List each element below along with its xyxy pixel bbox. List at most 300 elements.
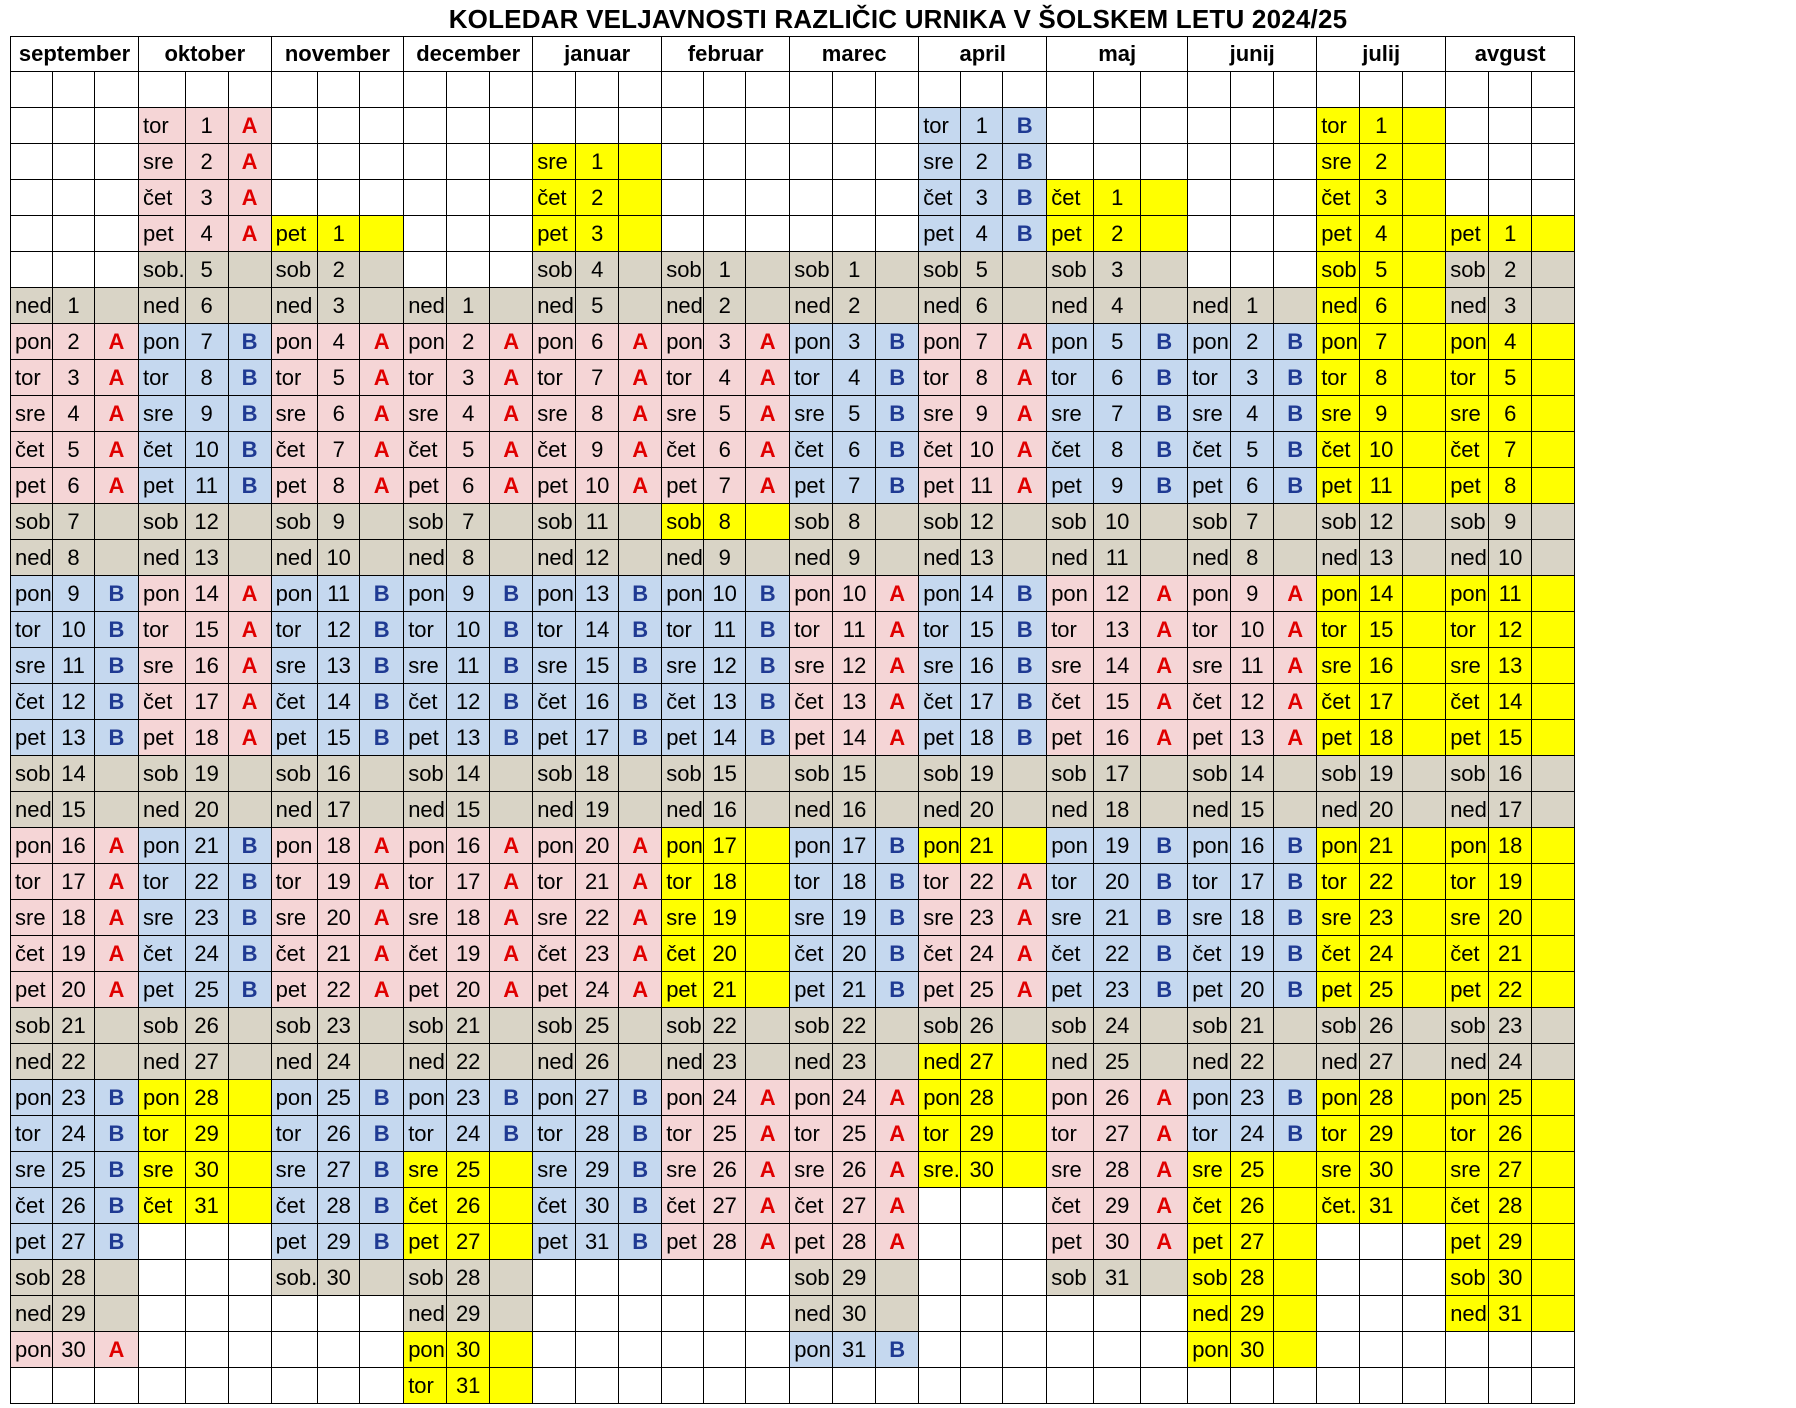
- day-number: 6: [1360, 288, 1403, 324]
- day-number: 29: [1489, 1224, 1532, 1260]
- empty-cell: [833, 216, 876, 252]
- day-number: 18: [1094, 792, 1141, 828]
- schedule-version-a: A: [619, 900, 662, 936]
- schedule-version-a: A: [490, 324, 533, 360]
- day-number: 25: [1094, 1044, 1141, 1080]
- week-slot-row: [11, 216, 1575, 252]
- schedule-version-b: B: [360, 648, 404, 684]
- schedule-version-a: A: [876, 1188, 919, 1224]
- day-number: 24: [1094, 1008, 1141, 1044]
- month-header-row: [11, 37, 1575, 72]
- day-weekday: sob: [139, 756, 186, 792]
- schedule-version-b: B: [490, 720, 533, 756]
- empty-cell: [746, 180, 790, 216]
- day-weekday: čet: [919, 180, 961, 216]
- empty-cell: [318, 180, 360, 216]
- schedule-version-b: B: [228, 936, 271, 972]
- day-weekday: tor: [662, 612, 704, 648]
- empty-cell: [490, 108, 533, 144]
- empty-cell: [404, 180, 447, 216]
- schedule-version-a: A: [490, 396, 533, 432]
- month-header-marec: marec: [790, 37, 919, 72]
- empty-cell: [704, 1260, 746, 1296]
- schedule-version-empty: [619, 288, 662, 324]
- day-weekday: ned: [404, 288, 447, 324]
- day-number: 18: [318, 828, 360, 864]
- empty-cell: [790, 1368, 833, 1404]
- day-number: 28: [704, 1224, 746, 1260]
- day-weekday: sob: [1446, 252, 1489, 288]
- schedule-version-a: A: [746, 324, 790, 360]
- week-slot-row: [11, 288, 1575, 324]
- schedule-version-b: B: [876, 468, 919, 504]
- day-weekday: čet: [11, 432, 53, 468]
- empty-cell: [1094, 108, 1141, 144]
- day-weekday: čet: [271, 936, 318, 972]
- empty-cell: [318, 108, 360, 144]
- day-weekday: pet: [11, 1224, 53, 1260]
- day-number: 5: [185, 252, 228, 288]
- day-weekday: pet: [533, 468, 576, 504]
- day-number: 16: [318, 756, 360, 792]
- day-number: 23: [1489, 1008, 1532, 1044]
- day-number: 27: [1231, 1224, 1274, 1260]
- schedule-version-empty: [490, 1188, 533, 1224]
- day-number: 4: [961, 216, 1003, 252]
- empty-cell: [1360, 1260, 1403, 1296]
- schedule-version-a: A: [95, 468, 139, 504]
- empty-cell: [619, 1368, 662, 1404]
- empty-cell: [1231, 252, 1274, 288]
- day-number: 5: [833, 396, 876, 432]
- schedule-version-empty: [1403, 828, 1446, 864]
- week-slot-row: [11, 144, 1575, 180]
- day-number: 27: [53, 1224, 95, 1260]
- schedule-version-empty: [1141, 1008, 1188, 1044]
- schedule-version-empty: [619, 756, 662, 792]
- schedule-version-empty: [619, 1044, 662, 1080]
- empty-cell: [1489, 108, 1532, 144]
- schedule-version-empty: [1532, 1116, 1575, 1152]
- schedule-version-empty: [746, 756, 790, 792]
- schedule-version-a: A: [619, 396, 662, 432]
- empty-cell: [662, 72, 704, 108]
- day-weekday: ned: [404, 540, 447, 576]
- day-weekday: pet: [533, 216, 576, 252]
- schedule-version-empty: [1403, 1008, 1446, 1044]
- day-weekday: pon: [1047, 1080, 1094, 1116]
- schedule-version-empty: [1274, 756, 1317, 792]
- day-number: 29: [833, 1260, 876, 1296]
- day-number: 25: [961, 972, 1003, 1008]
- day-weekday: sob: [919, 504, 961, 540]
- day-number: 5: [1231, 432, 1274, 468]
- empty-cell: [746, 108, 790, 144]
- day-weekday: sob: [662, 252, 704, 288]
- day-weekday: ned: [139, 1044, 186, 1080]
- day-number: 30: [833, 1296, 876, 1332]
- day-weekday: sre: [404, 648, 447, 684]
- day-number: 1: [576, 144, 619, 180]
- day-weekday: pet: [139, 972, 186, 1008]
- day-weekday: sre: [1047, 648, 1094, 684]
- day-weekday: pon: [271, 576, 318, 612]
- schedule-version-b: B: [228, 324, 271, 360]
- schedule-version-empty: [746, 504, 790, 540]
- schedule-version-a: A: [95, 900, 139, 936]
- day-number: 23: [961, 900, 1003, 936]
- empty-cell: [1446, 144, 1489, 180]
- schedule-version-empty: [746, 540, 790, 576]
- schedule-version-empty: [228, 1188, 271, 1224]
- empty-cell: [271, 1368, 318, 1404]
- day-number: 28: [185, 1080, 228, 1116]
- day-weekday: sre: [1317, 1152, 1360, 1188]
- schedule-version-b: B: [1141, 828, 1188, 864]
- day-weekday: čet: [790, 432, 833, 468]
- day-weekday: pet: [139, 216, 186, 252]
- week-slot-row: [11, 756, 1575, 792]
- day-number: 17: [185, 684, 228, 720]
- day-number: 8: [53, 540, 95, 576]
- empty-cell: [360, 1332, 404, 1368]
- empty-cell: [53, 216, 95, 252]
- schedule-version-empty: [490, 1152, 533, 1188]
- schedule-version-a: A: [95, 1332, 139, 1368]
- day-weekday: pet: [1047, 972, 1094, 1008]
- schedule-version-a: A: [490, 936, 533, 972]
- empty-cell: [1274, 1368, 1317, 1404]
- day-weekday: pon: [533, 324, 576, 360]
- day-number: 29: [53, 1296, 95, 1332]
- schedule-version-b: B: [1274, 396, 1317, 432]
- day-number: 7: [704, 468, 746, 504]
- day-weekday: ned: [11, 540, 53, 576]
- day-weekday: tor: [790, 1116, 833, 1152]
- schedule-version-a: A: [1003, 972, 1047, 1008]
- day-weekday: ned: [1188, 288, 1231, 324]
- empty-cell: [11, 216, 53, 252]
- empty-cell: [447, 108, 490, 144]
- empty-cell: [1231, 108, 1274, 144]
- day-number: 28: [1489, 1188, 1532, 1224]
- empty-cell: [1141, 1296, 1188, 1332]
- week-slot-row: [11, 1080, 1575, 1116]
- day-weekday: tor: [790, 864, 833, 900]
- day-number: 22: [1231, 1044, 1274, 1080]
- day-number: 22: [185, 864, 228, 900]
- empty-cell: [490, 252, 533, 288]
- schedule-version-b: B: [360, 1080, 404, 1116]
- schedule-version-empty: [1274, 792, 1317, 828]
- day-weekday: ned: [1188, 792, 1231, 828]
- day-number: 12: [1231, 684, 1274, 720]
- week-slot-row: [11, 1260, 1575, 1296]
- schedule-version-empty: [1532, 468, 1575, 504]
- empty-cell: [576, 1296, 619, 1332]
- schedule-version-a: A: [490, 972, 533, 1008]
- schedule-version-empty: [1532, 864, 1575, 900]
- day-weekday: pon: [662, 324, 704, 360]
- day-number: 26: [704, 1152, 746, 1188]
- day-weekday: tor: [139, 612, 186, 648]
- empty-cell: [746, 1332, 790, 1368]
- schedule-version-empty: [876, 756, 919, 792]
- day-weekday: pet: [1188, 1224, 1231, 1260]
- day-number: 3: [53, 360, 95, 396]
- schedule-version-empty: [1532, 1044, 1575, 1080]
- day-weekday: ned: [662, 540, 704, 576]
- day-number: 29: [318, 1224, 360, 1260]
- day-weekday: sre: [1047, 900, 1094, 936]
- schedule-version-empty: [1274, 540, 1317, 576]
- day-weekday: sre: [1446, 396, 1489, 432]
- day-weekday: tor: [1188, 864, 1231, 900]
- schedule-version-a: A: [228, 720, 271, 756]
- empty-cell: [576, 1368, 619, 1404]
- day-number: 17: [833, 828, 876, 864]
- schedule-version-a: A: [876, 576, 919, 612]
- day-weekday: ned: [919, 1044, 961, 1080]
- day-number: 16: [833, 792, 876, 828]
- empty-cell: [139, 72, 186, 108]
- day-weekday: ned: [1188, 1044, 1231, 1080]
- month-header-februar: februar: [662, 37, 790, 72]
- schedule-version-b: B: [228, 468, 271, 504]
- schedule-version-empty: [1274, 1008, 1317, 1044]
- day-number: 14: [1360, 576, 1403, 612]
- empty-cell: [404, 252, 447, 288]
- schedule-version-empty: [1403, 432, 1446, 468]
- week-slot-row: [11, 972, 1575, 1008]
- schedule-version-a: A: [1141, 720, 1188, 756]
- day-weekday: pon: [1317, 324, 1360, 360]
- day-weekday: ned: [271, 1044, 318, 1080]
- schedule-version-a: A: [95, 360, 139, 396]
- schedule-version-empty: [228, 1152, 271, 1188]
- day-number: 14: [576, 612, 619, 648]
- empty-cell: [533, 108, 576, 144]
- day-weekday: sob: [11, 504, 53, 540]
- day-weekday: pet: [11, 468, 53, 504]
- schedule-version-empty: [490, 1332, 533, 1368]
- schedule-version-empty: [1532, 756, 1575, 792]
- empty-cell: [1403, 1296, 1446, 1332]
- day-weekday: tor: [1188, 360, 1231, 396]
- week-slot-row: [11, 1224, 1575, 1260]
- day-number: 12: [1489, 612, 1532, 648]
- day-number: 24: [1231, 1116, 1274, 1152]
- day-number: 4: [704, 360, 746, 396]
- day-number: 7: [1231, 504, 1274, 540]
- schedule-version-a: A: [746, 1152, 790, 1188]
- schedule-version-a: A: [1274, 720, 1317, 756]
- day-weekday: sre: [139, 396, 186, 432]
- day-number: 14: [1231, 756, 1274, 792]
- day-number: 25: [53, 1152, 95, 1188]
- empty-cell: [139, 1224, 186, 1260]
- day-number: 25: [447, 1152, 490, 1188]
- week-slot-row: [11, 900, 1575, 936]
- day-number: 14: [318, 684, 360, 720]
- schedule-version-empty: [490, 1296, 533, 1332]
- schedule-version-a: A: [360, 900, 404, 936]
- schedule-version-empty: [1141, 1260, 1188, 1296]
- schedule-version-empty: [490, 1224, 533, 1260]
- day-weekday: sob: [11, 1008, 53, 1044]
- day-weekday: ned: [1317, 1044, 1360, 1080]
- empty-cell: [139, 1368, 186, 1404]
- schedule-version-a: A: [228, 108, 271, 144]
- schedule-version-a: A: [95, 864, 139, 900]
- schedule-version-b: B: [619, 1116, 662, 1152]
- day-number: 4: [576, 252, 619, 288]
- day-weekday: pon: [271, 1080, 318, 1116]
- day-number: 1: [1094, 180, 1141, 216]
- day-number: 5: [1094, 324, 1141, 360]
- empty-cell: [833, 144, 876, 180]
- day-number: 11: [961, 468, 1003, 504]
- empty-cell: [360, 72, 404, 108]
- day-number: 4: [185, 216, 228, 252]
- schedule-version-a: A: [746, 1224, 790, 1260]
- day-weekday: sre: [11, 396, 53, 432]
- schedule-version-empty: [876, 1296, 919, 1332]
- schedule-version-empty: [1274, 1044, 1317, 1080]
- day-weekday: ned: [1188, 1296, 1231, 1332]
- schedule-version-a: A: [490, 864, 533, 900]
- day-weekday: ned: [790, 1296, 833, 1332]
- calendar-body: [11, 72, 1575, 1404]
- day-weekday: čet: [1047, 432, 1094, 468]
- day-number: 9: [576, 432, 619, 468]
- day-weekday: ned: [790, 540, 833, 576]
- schedule-version-b: B: [1274, 468, 1317, 504]
- empty-cell: [1446, 108, 1489, 144]
- empty-cell: [704, 180, 746, 216]
- day-number: 28: [961, 1080, 1003, 1116]
- day-weekday: ned: [1446, 1044, 1489, 1080]
- schedule-version-a: A: [490, 900, 533, 936]
- schedule-version-b: B: [1141, 432, 1188, 468]
- day-number: 18: [1360, 720, 1403, 756]
- schedule-version-empty: [1003, 1008, 1047, 1044]
- day-weekday: ned: [1047, 288, 1094, 324]
- day-weekday: čet: [404, 432, 447, 468]
- empty-cell: [1231, 144, 1274, 180]
- day-number: 9: [1231, 576, 1274, 612]
- day-weekday: pet: [790, 972, 833, 1008]
- schedule-version-a: A: [1003, 324, 1047, 360]
- day-number: 15: [318, 720, 360, 756]
- day-number: 9: [704, 540, 746, 576]
- day-number: 24: [185, 936, 228, 972]
- day-number: 24: [1360, 936, 1403, 972]
- day-number: 30: [53, 1332, 95, 1368]
- schedule-version-empty: [1274, 1152, 1317, 1188]
- schedule-version-b: B: [360, 1188, 404, 1224]
- day-number: 26: [833, 1152, 876, 1188]
- day-weekday: sre: [533, 1152, 576, 1188]
- day-weekday: tor: [271, 864, 318, 900]
- empty-cell: [1141, 144, 1188, 180]
- day-weekday: tor: [139, 1116, 186, 1152]
- week-slot-row: [11, 1044, 1575, 1080]
- empty-cell: [11, 180, 53, 216]
- day-number: 25: [185, 972, 228, 1008]
- day-number: 9: [447, 576, 490, 612]
- day-weekday: tor: [1446, 864, 1489, 900]
- schedule-version-empty: [1141, 216, 1188, 252]
- day-number: 9: [961, 396, 1003, 432]
- empty-cell: [746, 144, 790, 180]
- schedule-version-empty: [490, 1368, 533, 1404]
- day-weekday: čet: [139, 432, 186, 468]
- schedule-version-empty: [619, 1008, 662, 1044]
- day-weekday: sre: [1047, 396, 1094, 432]
- day-number: 10: [53, 612, 95, 648]
- month-header-november: november: [271, 37, 404, 72]
- day-number: 26: [1231, 1188, 1274, 1224]
- day-number: 21: [961, 828, 1003, 864]
- day-number: 23: [1360, 900, 1403, 936]
- schedule-version-empty: [1532, 216, 1575, 252]
- day-number: 2: [704, 288, 746, 324]
- day-number: 18: [1489, 828, 1532, 864]
- day-number: 26: [1094, 1080, 1141, 1116]
- day-weekday: tor: [1446, 360, 1489, 396]
- empty-cell: [1094, 1332, 1141, 1368]
- day-number: 1: [1360, 108, 1403, 144]
- day-number: 31: [1360, 1188, 1403, 1224]
- empty-cell: [576, 72, 619, 108]
- schedule-version-a: A: [619, 864, 662, 900]
- empty-cell: [404, 108, 447, 144]
- day-number: 16: [704, 792, 746, 828]
- empty-cell: [576, 1260, 619, 1296]
- empty-cell: [704, 216, 746, 252]
- day-number: 8: [447, 540, 490, 576]
- day-number: 8: [1231, 540, 1274, 576]
- day-number: 3: [576, 216, 619, 252]
- schedule-version-empty: [1003, 1152, 1047, 1188]
- day-number: 6: [447, 468, 490, 504]
- day-weekday: čet: [919, 684, 961, 720]
- day-weekday: pet: [1188, 972, 1231, 1008]
- empty-cell: [185, 1260, 228, 1296]
- day-weekday: sob.: [271, 1260, 318, 1296]
- empty-cell: [1532, 1332, 1575, 1368]
- schedule-version-b: B: [360, 612, 404, 648]
- day-number: 18: [447, 900, 490, 936]
- schedule-version-a: A: [360, 468, 404, 504]
- empty-cell: [619, 1332, 662, 1368]
- schedule-version-a: A: [746, 1080, 790, 1116]
- schedule-version-b: B: [619, 1152, 662, 1188]
- day-number: 12: [447, 684, 490, 720]
- day-number: 17: [1231, 864, 1274, 900]
- day-weekday: ned: [11, 792, 53, 828]
- schedule-version-a: A: [95, 972, 139, 1008]
- month-header-december: december: [404, 37, 533, 72]
- day-number: 29: [576, 1152, 619, 1188]
- schedule-version-a: A: [95, 828, 139, 864]
- day-number: 16: [1094, 720, 1141, 756]
- day-number: 27: [1360, 1044, 1403, 1080]
- schedule-version-empty: [1003, 504, 1047, 540]
- day-number: 13: [576, 576, 619, 612]
- empty-cell: [662, 1296, 704, 1332]
